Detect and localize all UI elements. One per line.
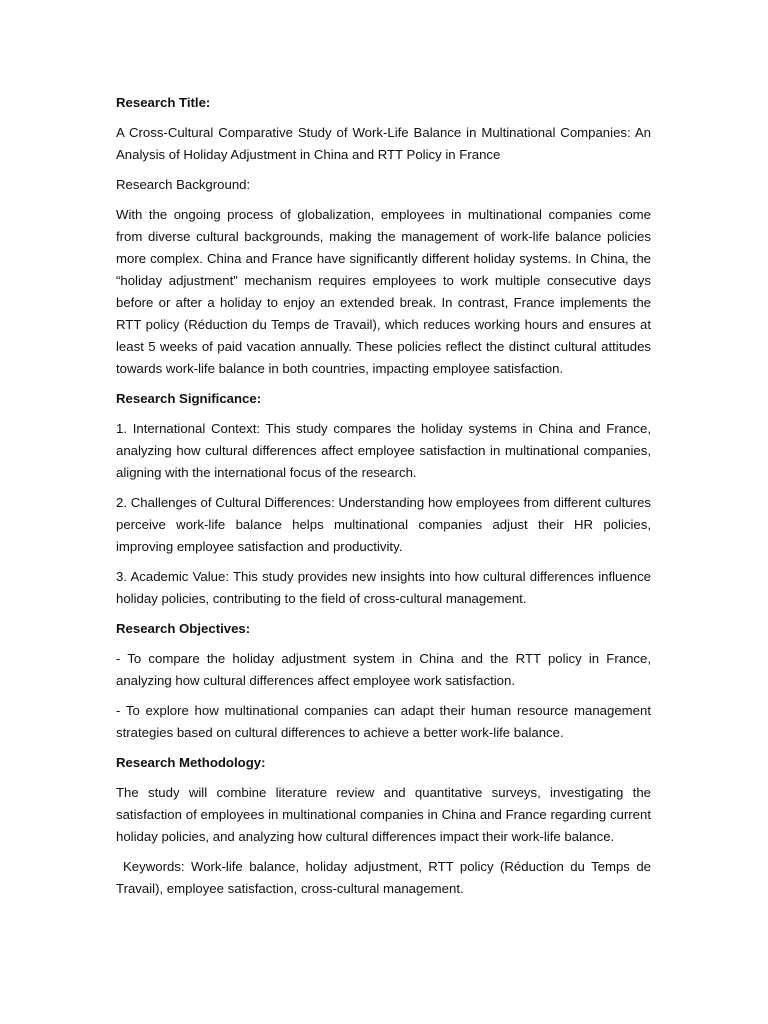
research-title-text: A Cross-Cultural Comparative Study of Work-Life Balance in Multinational Companies: An Analysis of Holiday Adjustment in China and RTT Policy in France	[116, 125, 651, 162]
research-methodology-heading: Research Methodology:	[116, 755, 266, 770]
research-significance-heading: Research Significance:	[116, 391, 262, 406]
research-title-heading: Research Title:	[116, 95, 211, 110]
keywords-text: Keywords: Work-life balance, holiday adjustment, RTT policy (Réduction du Temps de Travail), employee satisfaction, cross-cultural management.	[116, 859, 651, 896]
research-background-heading: Research Background:	[116, 177, 251, 192]
significance-item-cultural-challenges: 2. Challenges of Cultural Differences: Understanding how employees from different cultures perceive work-life balance helps multinational companies adjust their HR policies, improving employee satisfaction and productivity.	[116, 495, 651, 554]
research-methodology-text: The study will combine literature review and quantitative surveys, investigating the satisfaction of employees in multinational companies in China and France regarding current holiday policies, and analyzing how cultural differences impact their work-life balance.	[116, 785, 651, 844]
significance-item-academic-value: 3. Academic Value: This study provides new insights into how cultural differences influence holiday policies, contributing to the field of cross-cultural management.	[116, 569, 651, 606]
objective-item-compare: - To compare the holiday adjustment system in China and the RTT policy in France, analyzing how cultural differences affect employee work satisfaction.	[116, 651, 651, 688]
research-objectives-heading: Research Objectives:	[116, 621, 251, 636]
objective-item-explore: - To explore how multinational companies can adapt their human resource management strategies based on cultural differences to achieve a better work-life balance.	[116, 703, 651, 740]
significance-item-international-context: 1. International Context: This study compares the holiday systems in China and France, analyzing how cultural differences affect employee satisfaction in multinational companies, aligning with the international focus of the research.	[116, 421, 651, 480]
research-background-text: With the ongoing process of globalization, employees in multinational companies come from diverse cultural backgrounds, making the management of work-life balance policies more complex. China and France have significantly different holiday systems. In China, the “holiday adjustment” mechanism requires employees to work multiple consecutive days before or after a holiday to enjoy an extended break. In contrast, France implements the RTT policy (Réduction du Temps de Travail), which reduces working hours and ensures at least 5 weeks of paid vacation annually. These policies reflect the distinct cultural attitudes towards work-life balance in both countries, impacting employee satisfaction.	[116, 207, 651, 376]
document-page	[116, 92, 651, 908]
